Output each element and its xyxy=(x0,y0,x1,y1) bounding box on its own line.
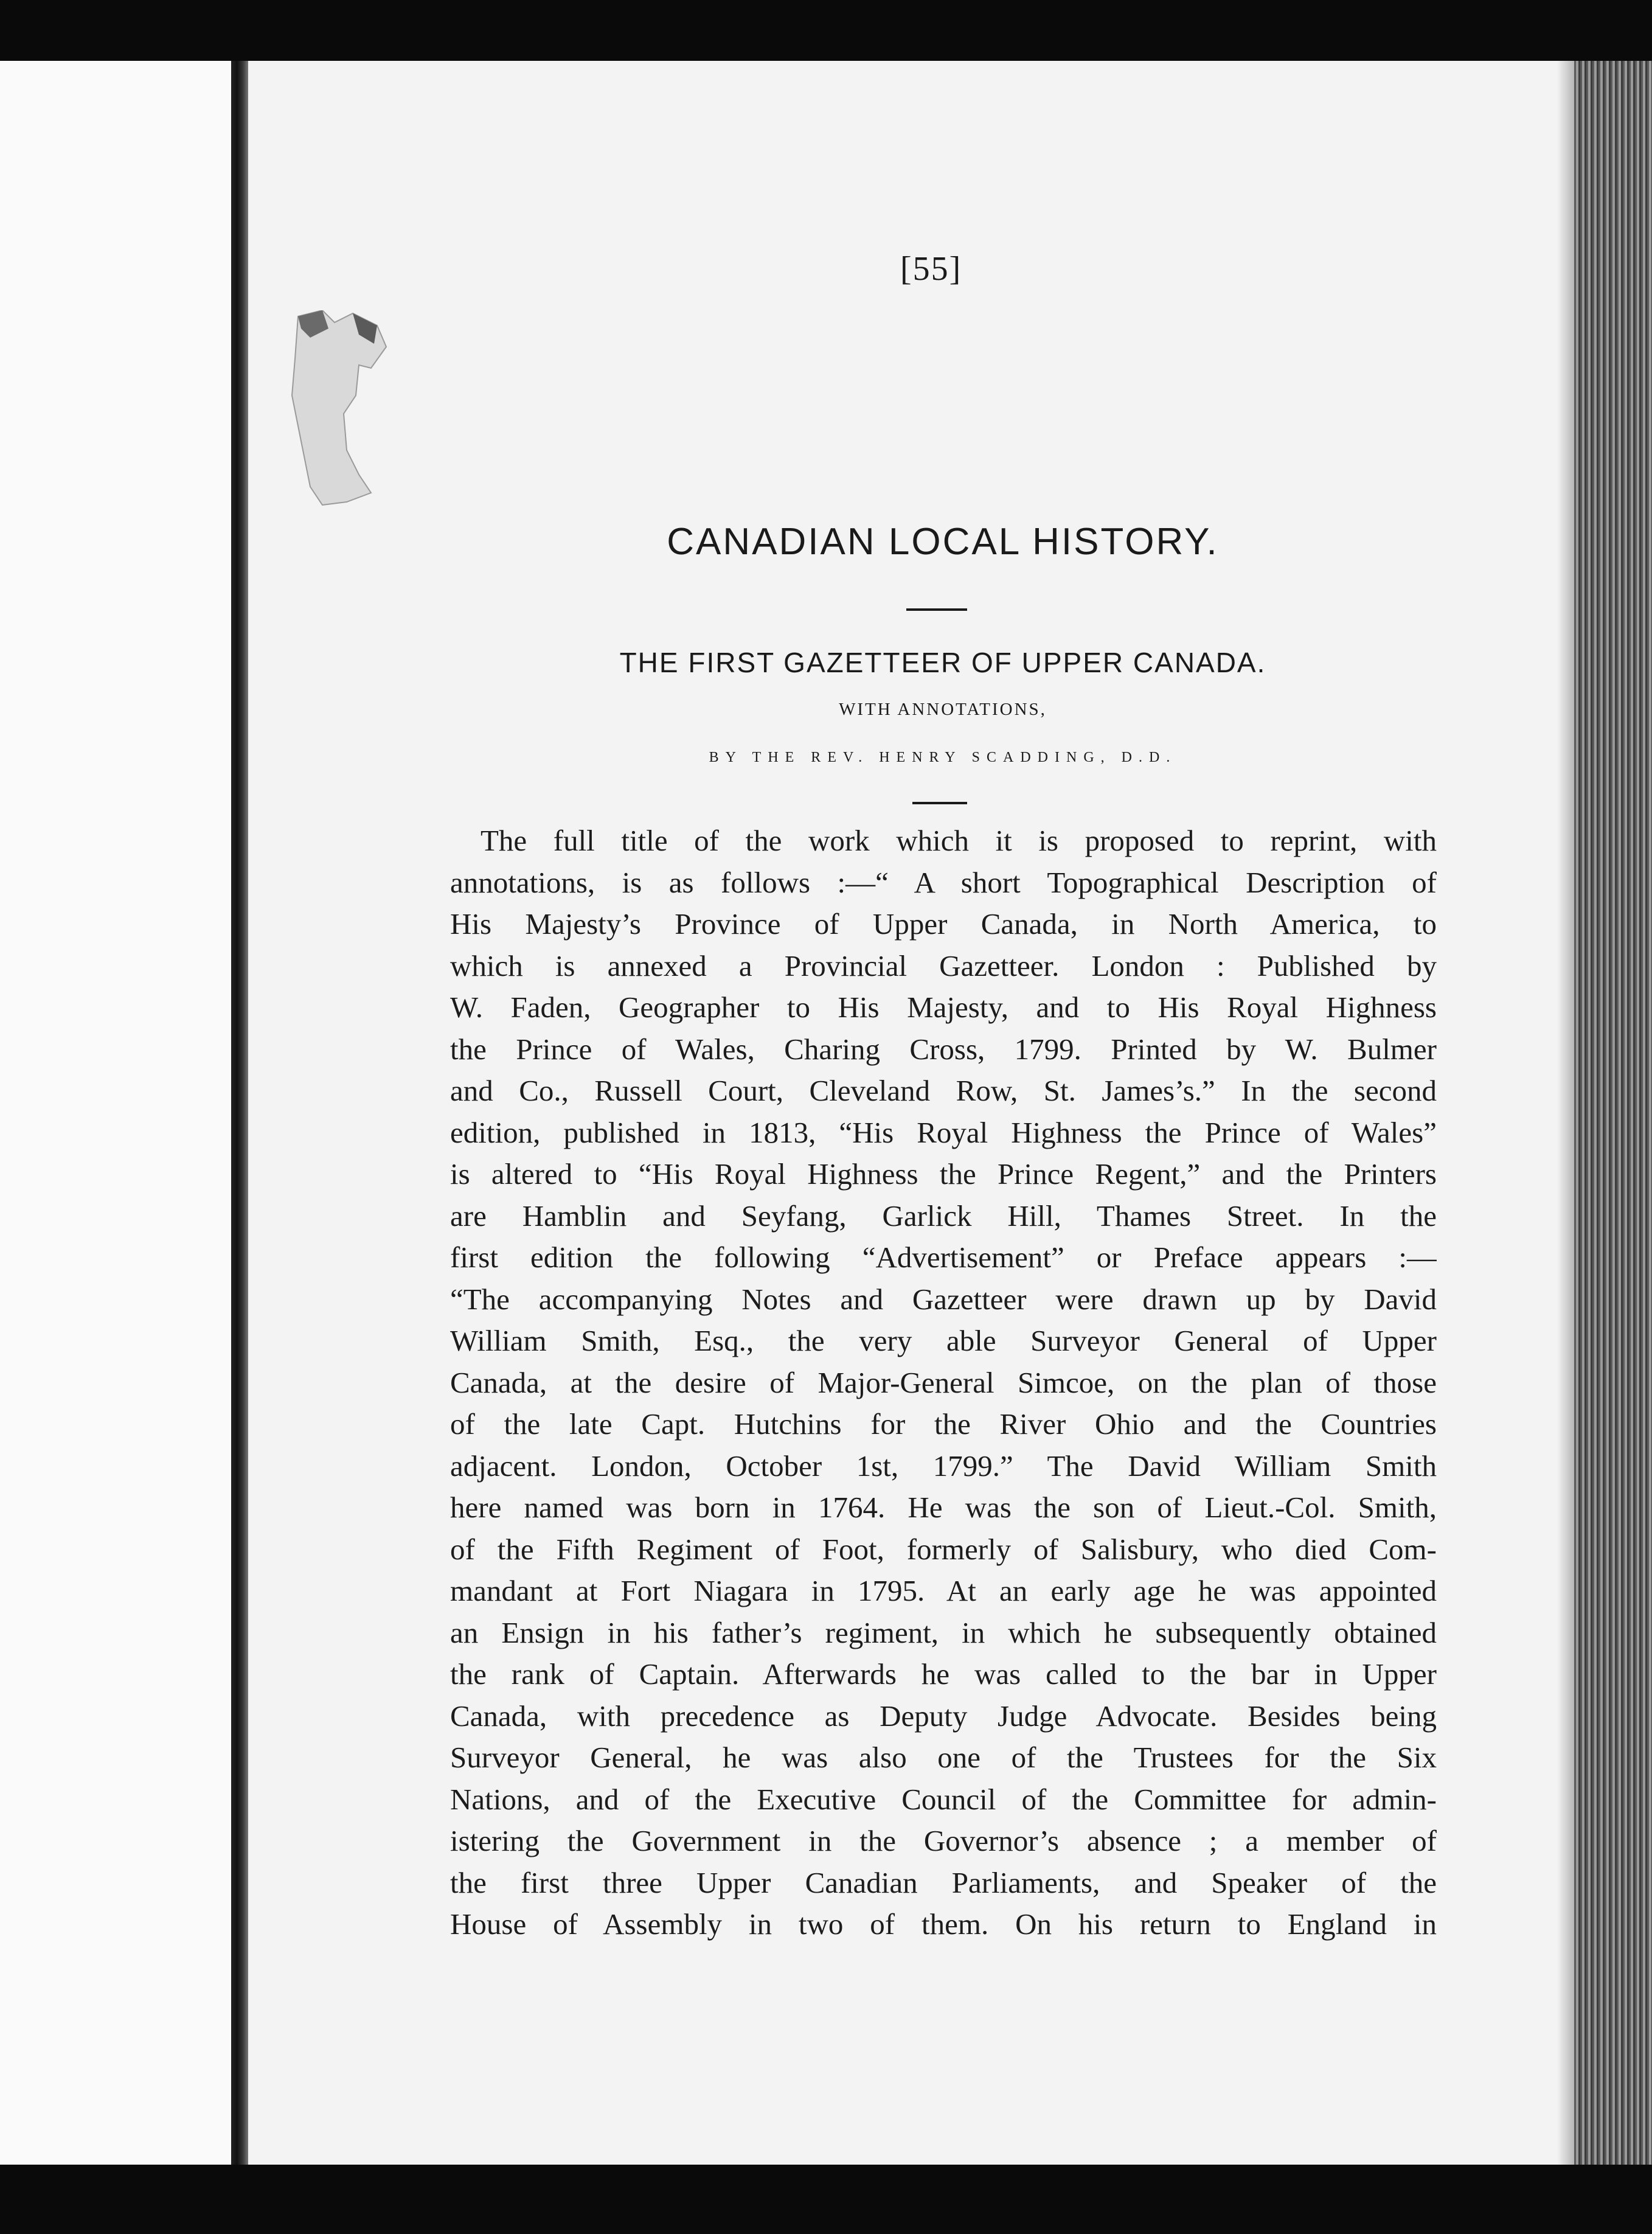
page-title: CANADIAN LOCAL HISTORY. xyxy=(667,521,1219,563)
page-block-edge xyxy=(1574,61,1652,2165)
text-line: is altered to “His Royal Highness the Prince Regent,” and the Printers xyxy=(450,1157,1437,1191)
facing-page-edge xyxy=(0,61,237,2165)
text-line: Canada, at the desire of Major-General Simcoe, on the plan of those xyxy=(450,1365,1437,1399)
text-line: Canada, with precedence as Deputy Judge Advocate. Besides being xyxy=(450,1699,1437,1733)
text-line: the first three Upper Canadian Parliaments, and Speaker of the xyxy=(450,1865,1437,1899)
text-line: which is annexed a Provincial Gazetteer. London : Published by xyxy=(450,948,1437,983)
annotation-note: WITH ANNOTATIONS, xyxy=(839,700,1047,719)
text-line: adjacent. London, October 1st, 1799.” The David William Smith xyxy=(450,1449,1437,1483)
text-line: Nations, and of the Executive Council of the Committee for admin- xyxy=(450,1782,1437,1816)
title-divider xyxy=(906,608,967,611)
text-line: the Prince of Wales, Charing Cross, 1799. Printed by W. Bulmer xyxy=(450,1032,1437,1066)
book-gutter xyxy=(231,61,248,2165)
page-edge-shadow xyxy=(1557,61,1574,2165)
text-line: first edition the following “Advertisement” or Preface appears :— xyxy=(450,1241,1437,1274)
text-line: and Co., Russell Court, Cleveland Row, St. James’s.” In the second xyxy=(450,1074,1437,1107)
page-number: [55] xyxy=(900,250,962,288)
byline-divider xyxy=(912,802,967,804)
text-line: of the late Capt. Hutchins for the River Ohio and the Countries xyxy=(450,1407,1437,1441)
article-title: THE FIRST GAZETTEER OF UPPER CANADA. xyxy=(619,647,1266,678)
text-line: of the Fifth Regiment of Foot, formerly of Salisbury, who died Com- xyxy=(450,1532,1437,1566)
author-byline: BY THE REV. HENRY SCADDING, D.D. xyxy=(709,750,1177,765)
text-line: “The accompanying Notes and Gazetteer were drawn up by David xyxy=(450,1282,1437,1316)
text-line: are Hamblin and Seyfang, Garlick Hill, Thames Street. In the xyxy=(450,1199,1437,1233)
text-line: an Ensign in his father’s regiment, in which he subsequently obtained xyxy=(450,1615,1437,1649)
text-line: annotations, is as follows :—“ A short Topographical Description of xyxy=(450,865,1437,899)
text-line: William Smith, Esq., the very able Surveyor General of Upper xyxy=(450,1324,1437,1357)
text-line: Surveyor General, he was also one of the Trustees for the Six xyxy=(450,1741,1437,1774)
text-line: W. Faden, Geographer to His Majesty, and to His Royal Highness xyxy=(450,990,1437,1024)
text-line: istering the Government in the Governor’s absence ; a member of xyxy=(450,1824,1437,1857)
text-line: here named was born in 1764. He was the son of Lieut.-Col. Smith, xyxy=(450,1491,1437,1524)
text-line: mandant at Fort Niagara in 1795. At an early age he was appointed xyxy=(450,1574,1437,1607)
text-line: His Majesty’s Province of Upper Canada, in North America, to xyxy=(450,907,1437,941)
scan-bottom-border xyxy=(0,2165,1652,2234)
body-paragraph xyxy=(450,820,1437,1946)
text-line: the rank of Captain. Afterwards he was called to the bar in Upper xyxy=(450,1657,1437,1691)
text-line: edition, published in 1813, “His Royal Highness the Prince of Wales” xyxy=(450,1115,1437,1149)
scan-top-border xyxy=(0,0,1652,61)
text-line: House of Assembly in two of them. On his return to England in xyxy=(450,1907,1437,1941)
paper-stain xyxy=(286,310,389,511)
text-line: The full title of the work which it is proposed to reprint, with xyxy=(481,824,1437,857)
